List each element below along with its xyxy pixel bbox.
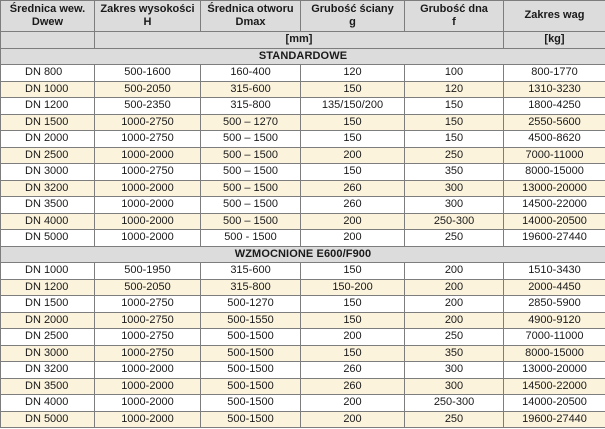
- cell-weight: 14500-22000: [504, 197, 605, 214]
- cell-wall: 200: [301, 411, 405, 428]
- cell-height: 1000-2000: [95, 147, 201, 164]
- cell-opening: 500 – 1500: [201, 213, 301, 230]
- cell-diameter: DN 4000: [1, 395, 95, 412]
- cell-wall: 150-200: [301, 279, 405, 296]
- cell-height: 500-1600: [95, 65, 201, 82]
- cell-diameter: DN 2500: [1, 147, 95, 164]
- cell-opening: 500 – 1500: [201, 131, 301, 148]
- cell-height: 1000-2750: [95, 312, 201, 329]
- cell-height: 1000-2750: [95, 114, 201, 131]
- cell-wall: 260: [301, 197, 405, 214]
- cell-opening: 315-800: [201, 279, 301, 296]
- table-row: [1, 164, 605, 181]
- cell-opening: 315-800: [201, 98, 301, 115]
- cell-opening: 315-600: [201, 81, 301, 98]
- cell-bottom: 300: [405, 197, 504, 214]
- cell-bottom: 100: [405, 65, 504, 82]
- cell-opening: 160-400: [201, 65, 301, 82]
- table-row: [1, 312, 605, 329]
- cell-bottom: 200: [405, 312, 504, 329]
- cell-opening: 500-1500: [201, 411, 301, 428]
- cell-diameter: DN 1200: [1, 98, 95, 115]
- cell-opening: 500-1270: [201, 296, 301, 313]
- cell-wall: 150: [301, 131, 405, 148]
- table-row: [1, 411, 605, 428]
- table-row: [1, 395, 605, 412]
- cell-weight: 13000-20000: [504, 180, 605, 197]
- cell-diameter: DN 1500: [1, 296, 95, 313]
- table-row: [1, 213, 605, 230]
- cell-diameter: DN 3000: [1, 345, 95, 362]
- section-header-row: [1, 48, 605, 65]
- cell-weight: 1510-3430: [504, 263, 605, 280]
- header-opening-diameter: Średnica otworu Dmax: [201, 1, 301, 32]
- cell-diameter: DN 1200: [1, 279, 95, 296]
- cell-diameter: DN 5000: [1, 411, 95, 428]
- cell-height: 1000-2750: [95, 329, 201, 346]
- unit-mm: [mm]: [95, 32, 504, 49]
- table-row: [1, 263, 605, 280]
- cell-diameter: DN 2500: [1, 329, 95, 346]
- table-row: [1, 230, 605, 247]
- header-bottom-thickness: Grubość dna f: [405, 1, 504, 32]
- table-body: [1, 48, 605, 428]
- cell-wall: 200: [301, 230, 405, 247]
- cell-diameter: DN 2000: [1, 131, 95, 148]
- header-wall-thickness: Grubość ściany g: [301, 1, 405, 32]
- cell-bottom: 120: [405, 81, 504, 98]
- cell-bottom: 300: [405, 378, 504, 395]
- cell-opening: 500-1500: [201, 345, 301, 362]
- cell-weight: 2850-5900: [504, 296, 605, 313]
- table-row: [1, 131, 605, 148]
- cell-weight: 8000-15000: [504, 345, 605, 362]
- cell-bottom: 350: [405, 164, 504, 181]
- header-weight-range: Zakres wag: [504, 1, 605, 32]
- cell-weight: 8000-15000: [504, 164, 605, 181]
- cell-weight: 800-1770: [504, 65, 605, 82]
- cell-opening: 500 – 1500: [201, 197, 301, 214]
- cell-weight: 14000-20500: [504, 395, 605, 412]
- cell-height: 1000-2000: [95, 411, 201, 428]
- cell-height: 500-2350: [95, 98, 201, 115]
- cell-opening: 500 – 1270: [201, 114, 301, 131]
- table-row: [1, 296, 605, 313]
- cell-height: 1000-2000: [95, 197, 201, 214]
- header-inner-diameter: Średnica wew. Dwew: [1, 1, 95, 32]
- cell-bottom: 350: [405, 345, 504, 362]
- table-row: [1, 180, 605, 197]
- cell-wall: 150: [301, 263, 405, 280]
- cell-diameter: DN 1000: [1, 263, 95, 280]
- cell-weight: 19600-27440: [504, 411, 605, 428]
- cell-opening: 500-1500: [201, 395, 301, 412]
- cell-height: 1000-2750: [95, 131, 201, 148]
- section-title: WZMOCNIONE E600/F900: [1, 246, 605, 263]
- cell-weight: 4500-8620: [504, 131, 605, 148]
- cell-height: 500-2050: [95, 279, 201, 296]
- cell-bottom: 250-300: [405, 213, 504, 230]
- cell-opening: 500-1500: [201, 378, 301, 395]
- cell-bottom: 250-300: [405, 395, 504, 412]
- cell-wall: 260: [301, 180, 405, 197]
- cell-bottom: 250: [405, 147, 504, 164]
- table-row: [1, 345, 605, 362]
- cell-wall: 260: [301, 378, 405, 395]
- header-height-range: Zakres wysokości H: [95, 1, 201, 32]
- cell-height: 1000-2000: [95, 362, 201, 379]
- cell-wall: 150: [301, 345, 405, 362]
- cell-diameter: DN 3000: [1, 164, 95, 181]
- table-row: [1, 197, 605, 214]
- cell-weight: 2550-5600: [504, 114, 605, 131]
- cell-wall: 150: [301, 164, 405, 181]
- cell-opening: 500-1550: [201, 312, 301, 329]
- section-header-row: [1, 246, 605, 263]
- cell-bottom: 150: [405, 131, 504, 148]
- table-row: [1, 65, 605, 82]
- cell-height: 1000-2000: [95, 378, 201, 395]
- cell-opening: 500 – 1500: [201, 180, 301, 197]
- cell-weight: 7000-11000: [504, 329, 605, 346]
- table-row: [1, 378, 605, 395]
- cell-diameter: DN 800: [1, 65, 95, 82]
- cell-height: 500-2050: [95, 81, 201, 98]
- cell-weight: 2000-4450: [504, 279, 605, 296]
- cell-weight: 14500-22000: [504, 378, 605, 395]
- cell-bottom: 300: [405, 180, 504, 197]
- cell-wall: 150: [301, 296, 405, 313]
- cell-wall: 200: [301, 329, 405, 346]
- cell-height: 1000-2750: [95, 296, 201, 313]
- cell-wall: 200: [301, 213, 405, 230]
- cell-bottom: 250: [405, 230, 504, 247]
- cell-height: 500-1950: [95, 263, 201, 280]
- cell-opening: 500-1500: [201, 329, 301, 346]
- cell-opening: 500-1500: [201, 362, 301, 379]
- cell-wall: 150: [301, 81, 405, 98]
- cell-diameter: DN 5000: [1, 230, 95, 247]
- cell-opening: 500 - 1500: [201, 230, 301, 247]
- unit-empty: [1, 32, 95, 49]
- cell-bottom: 300: [405, 362, 504, 379]
- cell-diameter: DN 4000: [1, 213, 95, 230]
- section-title: STANDARDOWE: [1, 48, 605, 65]
- cell-bottom: 250: [405, 411, 504, 428]
- unit-kg: [kg]: [504, 32, 605, 49]
- table-row: [1, 362, 605, 379]
- cell-diameter: DN 3500: [1, 378, 95, 395]
- cell-wall: 135/150/200: [301, 98, 405, 115]
- table-header: [1, 1, 605, 49]
- cell-height: 1000-2750: [95, 164, 201, 181]
- table-row: [1, 98, 605, 115]
- table-row: [1, 147, 605, 164]
- cell-height: 1000-2000: [95, 230, 201, 247]
- cell-weight: 4900-9120: [504, 312, 605, 329]
- cell-weight: 14000-20500: [504, 213, 605, 230]
- cell-wall: 200: [301, 395, 405, 412]
- cell-bottom: 150: [405, 114, 504, 131]
- cell-diameter: DN 3500: [1, 197, 95, 214]
- cell-weight: 19600-27440: [504, 230, 605, 247]
- cell-bottom: 200: [405, 296, 504, 313]
- cell-opening: 500 – 1500: [201, 164, 301, 181]
- table-row: [1, 81, 605, 98]
- cell-bottom: 150: [405, 98, 504, 115]
- cell-opening: 500 – 1500: [201, 147, 301, 164]
- cell-weight: 1310-3230: [504, 81, 605, 98]
- cell-height: 1000-2000: [95, 213, 201, 230]
- cell-wall: 150: [301, 114, 405, 131]
- cell-diameter: DN 2000: [1, 312, 95, 329]
- cell-bottom: 250: [405, 329, 504, 346]
- cell-diameter: DN 1000: [1, 81, 95, 98]
- cell-wall: 120: [301, 65, 405, 82]
- cell-diameter: DN 3200: [1, 180, 95, 197]
- cell-diameter: DN 1500: [1, 114, 95, 131]
- cell-weight: 1800-4250: [504, 98, 605, 115]
- cell-height: 1000-2750: [95, 345, 201, 362]
- table-row: [1, 279, 605, 296]
- cell-wall: 260: [301, 362, 405, 379]
- cell-bottom: 200: [405, 279, 504, 296]
- cell-diameter: DN 3200: [1, 362, 95, 379]
- table-row: [1, 329, 605, 346]
- cell-wall: 150: [301, 312, 405, 329]
- cell-height: 1000-2000: [95, 180, 201, 197]
- cell-weight: 7000-11000: [504, 147, 605, 164]
- cell-opening: 315-600: [201, 263, 301, 280]
- table-row: [1, 114, 605, 131]
- cell-wall: 200: [301, 147, 405, 164]
- cell-height: 1000-2000: [95, 395, 201, 412]
- cell-bottom: 200: [405, 263, 504, 280]
- cell-weight: 13000-20000: [504, 362, 605, 379]
